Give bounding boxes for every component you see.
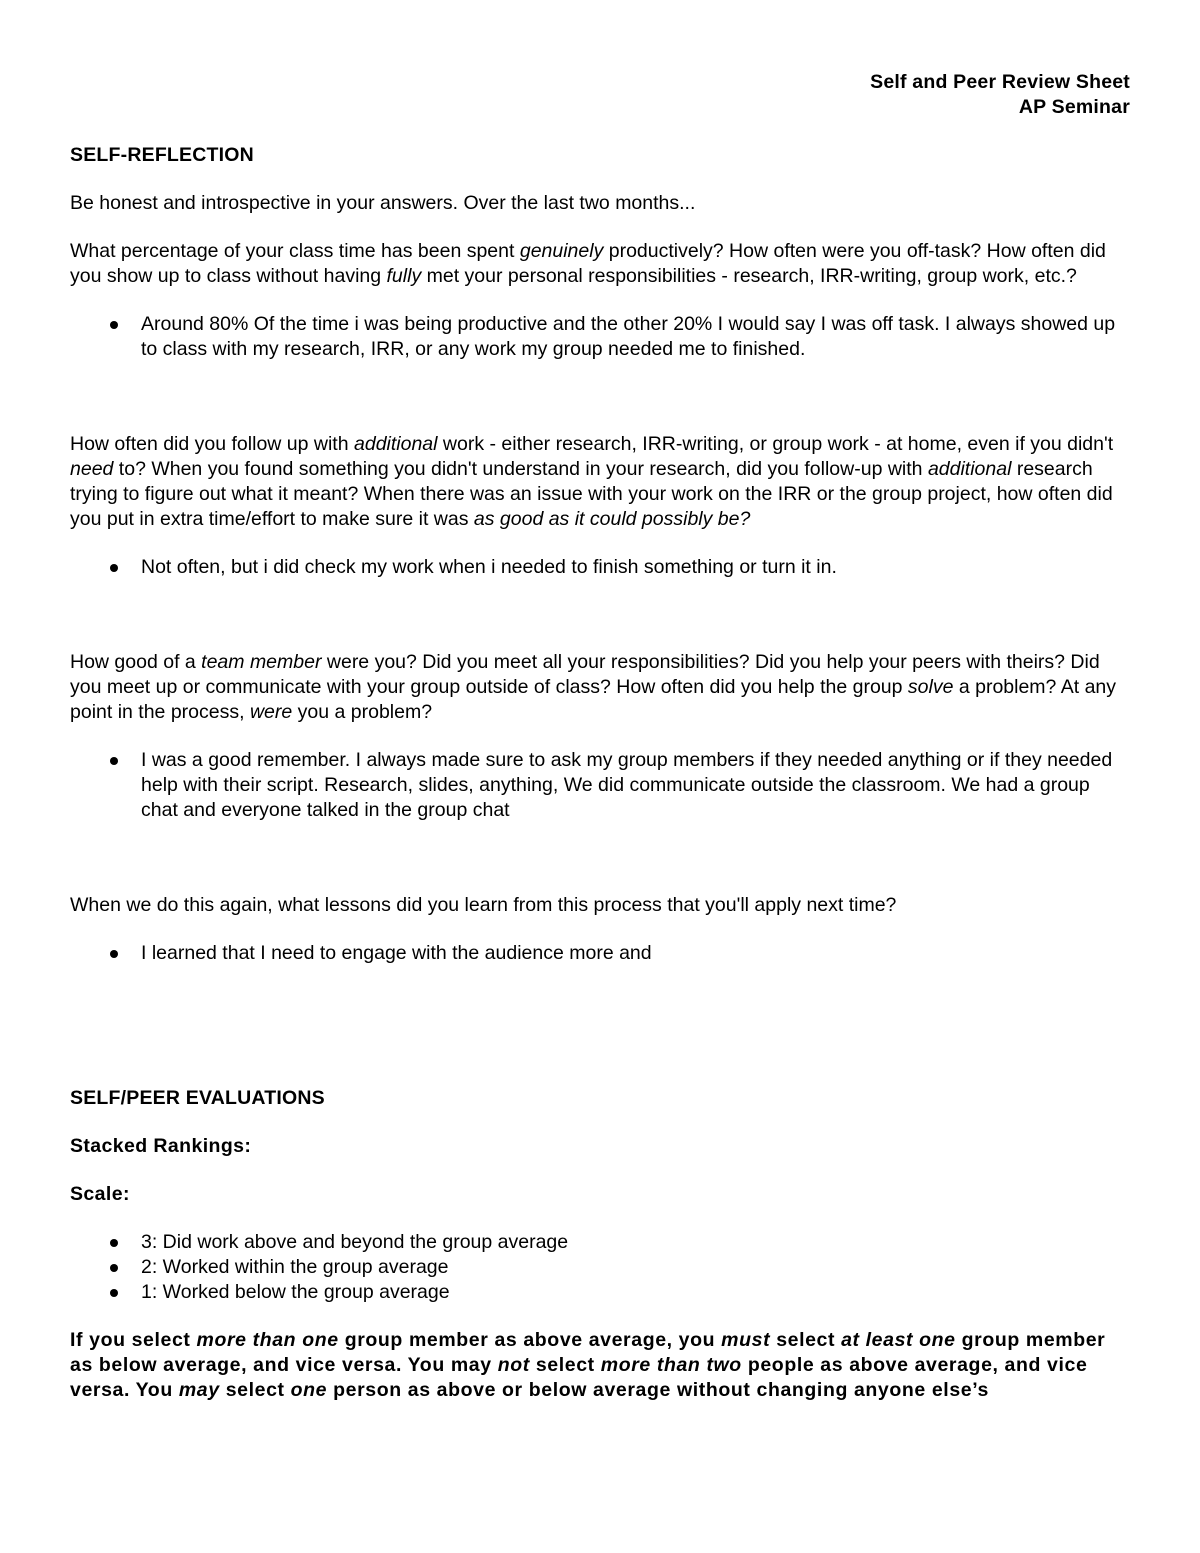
scale-item-2: 2: Worked within the group average	[141, 1255, 1130, 1280]
answer-2-list	[70, 555, 1130, 580]
self-reflection-intro: Be honest and introspective in your answers. Over the last two months...	[70, 192, 696, 214]
scale-list	[70, 1230, 1130, 1305]
evaluations-heading: SELF/PEER EVALUATIONS	[70, 1087, 325, 1109]
question-4: When we do this again, what lessons did you learn from this process that you'll apply next time?	[70, 894, 897, 916]
answer-3: I was a good remember. I always made sure to ask my group members if they needed anything or if they needed help with their script. Research, slides, anything, We did communicate outside the classroom. We had a group chat and everyone talked in the group chat	[141, 748, 1130, 823]
scale-item-1: 1: Worked below the group average	[141, 1280, 1130, 1305]
question-2: How often did you follow up with additional work - either research, IRR-writing, or group work - at home, even if you didn't need to? When you found something you didn't understand in your research, did you follow-up with additional research trying to figure out what it meant? When there was an issue with your work on the IRR or the group project, how often did you put in extra time/effort to make sure it was as good as it could possibly be?	[70, 433, 1114, 530]
self-reflection-heading: SELF-REFLECTION	[70, 144, 254, 166]
answer-4: I learned that I need to engage with the audience more and	[141, 941, 1130, 966]
document-title: Self and Peer Review Sheet	[870, 71, 1130, 93]
answer-3-list	[70, 748, 1130, 823]
ranking-rules: If you select more than one group member as above average, you must select at least one group member as below average, and vice versa. You may not select more than two people as above average, and vice versa. You may select one person as above or below average without changing anyone else’s	[70, 1329, 1106, 1401]
scale-label: Scale:	[70, 1183, 130, 1205]
scale-item-3: 3: Did work above and beyond the group average	[141, 1230, 1130, 1255]
question-1: What percentage of your class time has been spent genuinely productively? How often were you off-task? How often did you show up to class without having fully met your personal responsibilities - research, IRR-writing, group work, etc.?	[70, 240, 1106, 287]
answer-1: Around 80% Of the time i was being productive and the other 20% I would say I was off task. I always showed up to class with my research, IRR, or any work my group needed me to finished.	[141, 312, 1130, 362]
answer-1-list	[70, 312, 1130, 362]
stacked-rankings-label: Stacked Rankings:	[70, 1135, 252, 1157]
document-header	[70, 70, 1130, 120]
document-page	[70, 70, 1130, 1403]
document-subtitle: AP Seminar	[1018, 96, 1130, 118]
answer-2: Not often, but i did check my work when i needed to finish something or turn it in.	[141, 555, 1130, 580]
question-3: How good of a team member were you? Did you meet all your responsibilities? Did you help your peers with theirs? Did you meet up or communicate with your group outside of class? How often did you help the group solve a problem? At any point in the process, were you a problem?	[70, 651, 1117, 723]
answer-4-list	[70, 941, 1130, 966]
